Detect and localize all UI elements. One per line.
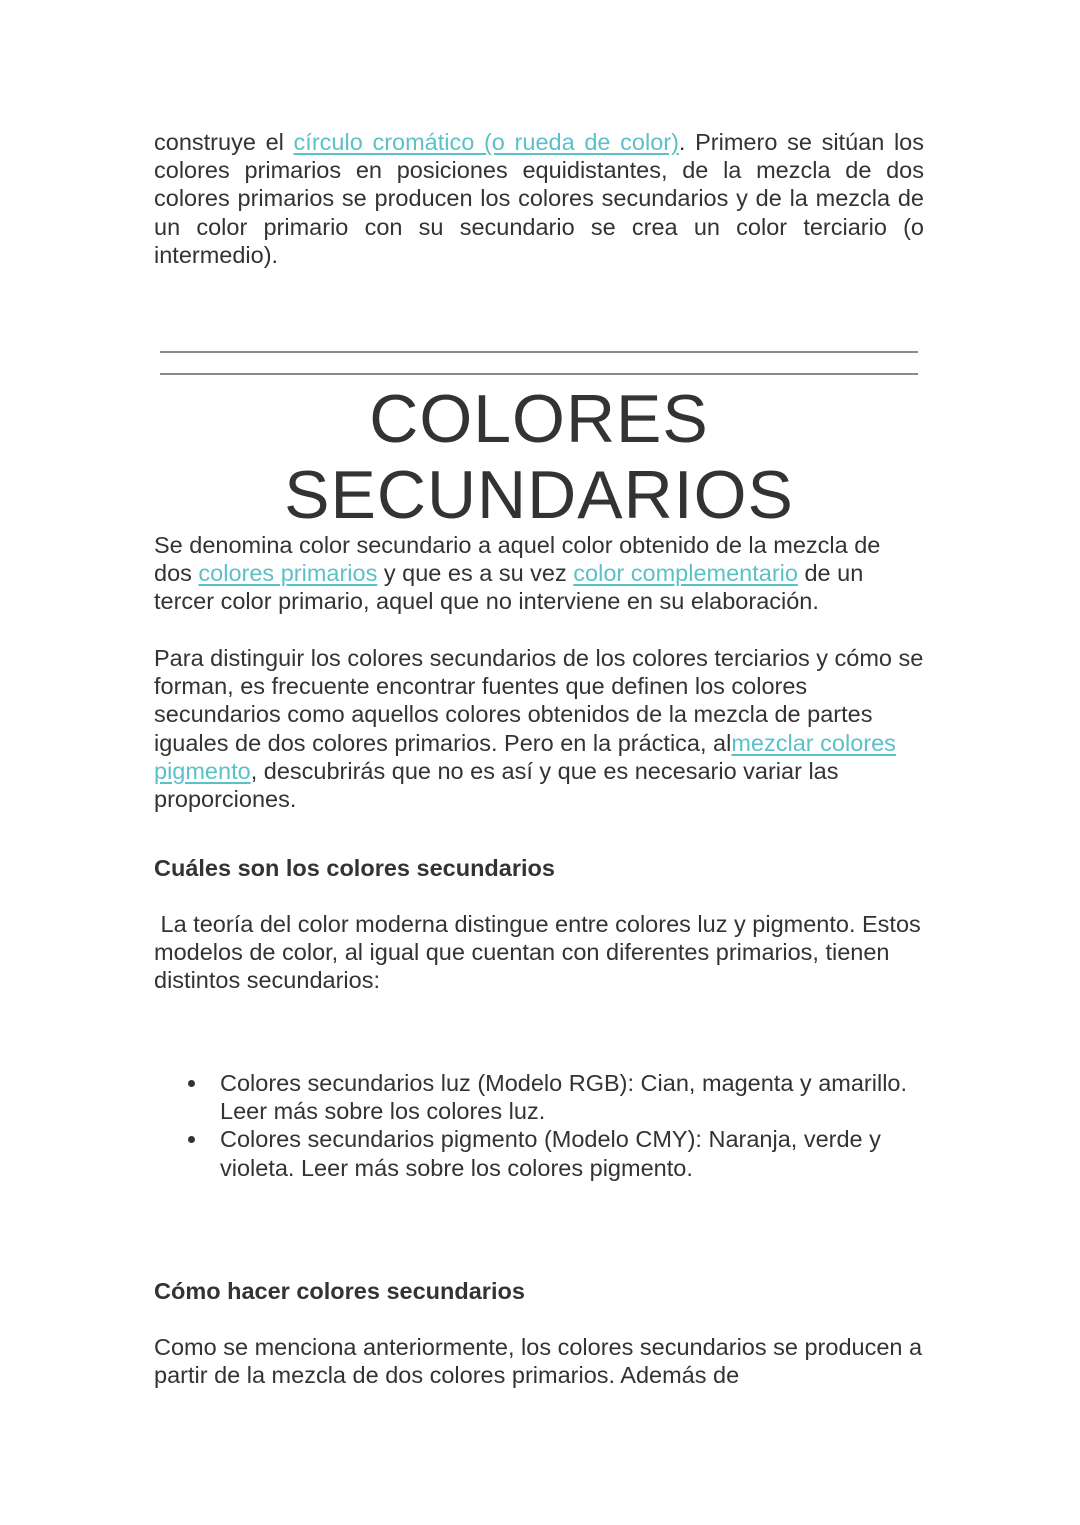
section-cuales-block [154, 854, 924, 882]
section-como-block [154, 1277, 924, 1305]
distinction-text-2: , descubrirás que no es así y que es necesario variar las proporciones. [154, 757, 839, 813]
divider-line-bottom [160, 373, 918, 375]
title-line-1: COLORES [369, 381, 709, 457]
divider-line-top [160, 351, 918, 353]
intro-text-end: . Primero se sitúan los colores primarios en posiciones equidistantes, de la mezcla de dos colores primarios se producen los colores secundarios y de la mezcla de un color primario con su secundario se crea un color terciario (o intermedio). [154, 129, 924, 268]
color-complementario-link[interactable]: color complementario [573, 560, 798, 587]
section-como-paragraph: Como se menciona anteriormente, los colores secundarios se producen a partir de la mezcla de dos colores primarios. Además de [154, 1334, 923, 1389]
list-item [154, 1069, 924, 1125]
section-cuales-text-block [154, 910, 928, 995]
list-item-text-pigmento: Colores secundarios pigmento (Modelo CMY): Naranja, verde y violeta. Leer más sobre los colores pigmento. [220, 1126, 881, 1181]
intro-paragraph-block [154, 128, 924, 269]
section-cuales-paragraph: La teoría del color moderna distingue entre colores luz y pigmento. Estos modelos de color, al igual que cuentan con diferentes primarios, tienen distintos secundarios: [154, 911, 928, 994]
colores-primarios-link[interactable]: colores primarios [198, 560, 378, 587]
mezclar-colores-pigmento-link[interactable]: mezclar colores pigmento [154, 729, 896, 784]
distinction-paragraph [154, 644, 924, 813]
secondary-colors-list-block [154, 1069, 924, 1182]
title-line-2: SECUNDARIOS [284, 457, 794, 533]
section-como-text-block [154, 1333, 924, 1389]
intro-paragraph [154, 128, 924, 269]
secondary-colors-list [154, 1069, 924, 1182]
section-heading-como: Cómo hacer colores secundarios [154, 1278, 525, 1304]
circulo-cromatico-link[interactable]: círculo cromático (o rueda de color) [293, 129, 679, 155]
definition-text-3: de un tercer color primario, aquel que no interviene en su elaboración. [154, 560, 864, 615]
definition-paragraph-block [154, 531, 924, 616]
bullet-icon [188, 1080, 195, 1087]
definition-paragraph [154, 531, 924, 616]
section-heading-cuales: Cuáles son los colores secundarios [154, 855, 555, 881]
list-item-text-luz: Colores secundarios luz (Modelo RGB): Cian, magenta y amarillo. Leer más sobre los colores luz. [220, 1070, 908, 1125]
page-title [154, 381, 924, 533]
distinction-paragraph-block [154, 644, 924, 813]
distinction-text-1: Para distinguir los colores secundarios de los colores terciarios y cómo se forman, es frecuente encontrar fuentes que definen los colores secundarios como aquellos colores obtenidos de la mezcla de partes iguales de dos colores primarios. Pero en la práctica, al [154, 645, 924, 756]
bullet-icon [188, 1136, 195, 1143]
definition-text-1: Se denomina color secundario a aquel color obtenido de la mezcla de dos [154, 532, 881, 587]
list-item [154, 1125, 924, 1181]
definition-text-2: y que es a su vez [377, 560, 574, 587]
intro-text-start: construye el [154, 129, 294, 155]
